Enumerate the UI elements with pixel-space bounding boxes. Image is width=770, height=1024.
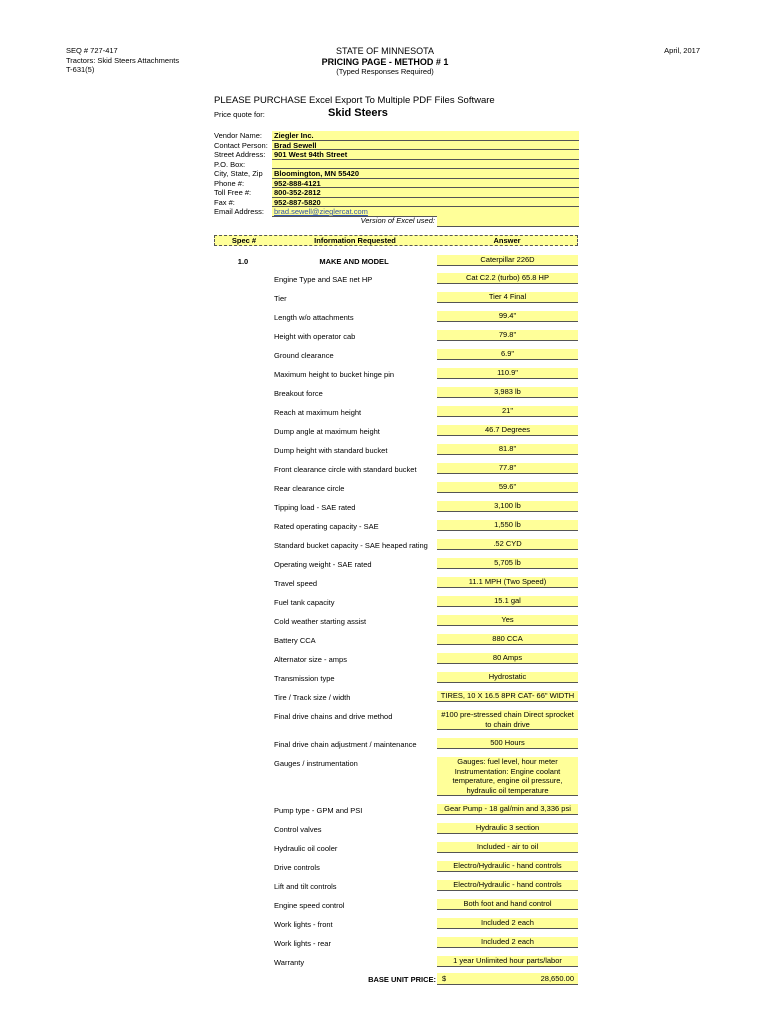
- document-reference: [66, 46, 179, 75]
- answer-field[interactable]: 21": [437, 406, 578, 417]
- spec-number: 1.0: [237, 257, 249, 266]
- answer-field[interactable]: 80 Amps: [437, 653, 578, 664]
- info-requested: Rear clearance circle: [274, 484, 345, 493]
- answer-field[interactable]: 77.8": [437, 463, 578, 474]
- price-quote-label: Price quote for:: [214, 110, 265, 119]
- answer-field[interactable]: Included 2 each: [437, 918, 578, 929]
- vendor-fields: [272, 131, 579, 217]
- info-requested: Final drive chain adjustment / maintenance: [274, 740, 417, 749]
- answer-field[interactable]: Included - air to oil: [437, 842, 578, 853]
- answer-field[interactable]: TIRES, 10 X 16.5 8PR CAT- 66" WIDTH: [437, 691, 578, 702]
- city-state-zip-field[interactable]: Bloomington, MN 55420: [272, 169, 579, 179]
- info-requested: Cold weather starting assist: [274, 617, 367, 626]
- info-requested: Tire / Track size / width: [274, 693, 351, 702]
- vendor-label: Street Address:: [214, 150, 266, 159]
- info-requested: Lift and tilt controls: [274, 882, 337, 891]
- excel-version-label: Version of Excel used:: [360, 216, 435, 225]
- phone-field[interactable]: 952-888-4121: [272, 179, 579, 189]
- currency-symbol: $: [442, 974, 447, 983]
- vendor-label: Fax #:: [214, 197, 235, 207]
- answer-field[interactable]: Hydrostatic: [437, 672, 578, 683]
- street-address-field[interactable]: 901 West 94th Street: [272, 150, 579, 160]
- info-requested: Alternator size - amps: [274, 655, 347, 664]
- info-requested: Warranty: [274, 958, 305, 967]
- info-requested: Height with operator cab: [274, 332, 356, 341]
- answer-field[interactable]: 1,550 lb: [437, 520, 578, 531]
- answer-field[interactable]: 5,705 lb: [437, 558, 578, 569]
- vendor-label: Vendor Name:: [214, 131, 262, 140]
- answer-field[interactable]: Caterpillar 226D: [437, 255, 578, 266]
- answer-field[interactable]: Electro/Hydraulic - hand controls: [437, 880, 578, 891]
- answer-field[interactable]: Yes: [437, 615, 578, 626]
- info-requested: Drive controls: [274, 863, 320, 872]
- answer-header: Answer: [493, 236, 521, 245]
- vendor-label: Contact Person:: [214, 140, 268, 150]
- seq-number: SEQ # 727-417: [66, 46, 118, 55]
- answer-field[interactable]: Cat C2.2 (turbo) 65.8 HP: [437, 273, 578, 284]
- info-requested: Dump angle at maximum height: [274, 427, 380, 436]
- info-requested: Transmission type: [274, 674, 335, 683]
- info-requested: Dump height with standard bucket: [274, 446, 388, 455]
- vendor-name-field[interactable]: Ziegler Inc.: [272, 131, 579, 141]
- answer-field[interactable]: Both foot and hand control: [437, 899, 578, 910]
- info-requested: Work lights - rear: [274, 939, 331, 948]
- table-header: [214, 235, 578, 246]
- answer-field[interactable]: 1 year Unlimited hour parts/labor: [437, 956, 578, 967]
- contact-person-field[interactable]: Brad Sewell: [272, 141, 579, 151]
- base-unit-price-label: BASE UNIT PRICE:: [368, 975, 436, 984]
- answer-field[interactable]: Gear Pump - 18 gal/min and 3,336 psi: [437, 804, 578, 815]
- info-requested: Length w/o attachments: [274, 313, 354, 322]
- page-title-block: [230, 46, 540, 78]
- answer-field[interactable]: Electro/Hydraulic - hand controls: [437, 861, 578, 872]
- answer-field[interactable]: 81.8": [437, 444, 578, 455]
- answer-field[interactable]: 3,100 lb: [437, 501, 578, 512]
- info-requested: Travel speed: [274, 579, 318, 588]
- vendor-label: P.O. Box:: [214, 159, 246, 169]
- spec-header: Spec #: [231, 236, 257, 245]
- info-requested: Pump type - GPM and PSI: [274, 806, 363, 815]
- info-requested: Work lights - front: [274, 920, 333, 929]
- info-requested: Tipping load - SAE rated: [274, 503, 356, 512]
- price-quote-value: Skid Steers: [328, 107, 388, 119]
- info-requested: Breakout force: [274, 389, 323, 398]
- info-requested: Maximum height to bucket hinge pin: [274, 370, 395, 379]
- excel-version-row: [272, 216, 579, 226]
- vendor-labels: [214, 131, 268, 217]
- info-requested: Battery CCA: [274, 636, 316, 645]
- answer-field[interactable]: Tier 4 Final: [437, 292, 578, 303]
- answer-field[interactable]: Included 2 each: [437, 937, 578, 948]
- vendor-label: Toll Free #:: [214, 188, 252, 197]
- info-requested: MAKE AND MODEL: [319, 257, 389, 266]
- info-requested: Fuel tank capacity: [274, 598, 335, 607]
- info-requested: Tier: [274, 294, 287, 303]
- info-requested: Engine speed control: [274, 901, 345, 910]
- answer-field[interactable]: 11.1 MPH (Two Speed): [437, 577, 578, 588]
- answer-field[interactable]: 3,983 lb: [437, 387, 578, 398]
- info-requested: Rated operating capacity - SAE: [274, 522, 379, 531]
- base-unit-price-field[interactable]: [437, 973, 578, 985]
- fax-field[interactable]: 952-887-5820: [272, 198, 579, 208]
- page-title: STATE OF MINNESOTA: [335, 46, 434, 56]
- info-requested: Engine Type and SAE net HP: [274, 275, 373, 284]
- po-box-field[interactable]: [272, 160, 579, 170]
- answer-field[interactable]: .52 CYD: [437, 539, 578, 550]
- page-subtitle: PRICING PAGE - METHOD # 1: [321, 56, 449, 67]
- info-requested: Operating weight - SAE rated: [274, 560, 372, 569]
- answer-field[interactable]: 79.8": [437, 330, 578, 341]
- info-requested: Gauges / instrumentation: [274, 759, 358, 768]
- email-address-field[interactable]: brad.sewell@zieglercat.com: [272, 207, 579, 217]
- excel-version-field[interactable]: [437, 216, 579, 227]
- info-requested: Reach at maximum height: [274, 408, 362, 417]
- answer-field[interactable]: 110.9": [437, 368, 578, 379]
- answer-field[interactable]: 6.9": [437, 349, 578, 360]
- form-number: T-631(5): [66, 65, 95, 74]
- toll-free-field[interactable]: 800-352-2812: [272, 188, 579, 198]
- answer-field[interactable]: 880 CCA: [437, 634, 578, 645]
- answer-field[interactable]: #100 pre-stressed chain Direct sprocket to chain drive: [437, 710, 578, 730]
- purchase-banner: PLEASE PURCHASE Excel Export To Multiple PDF Files Software: [214, 95, 495, 106]
- answer-field[interactable]: Gauges: fuel level, hour meter Instrumentation: Engine coolant temperature, engine oil pressure, hydraulic oil temperature: [437, 757, 578, 796]
- base-unit-price-amount: 28,650.00: [540, 974, 574, 983]
- answer-field[interactable]: 15.1 gal: [437, 596, 578, 607]
- info-requested: Front clearance circle with standard bucket: [274, 465, 417, 474]
- answer-field[interactable]: 46.7 Degrees: [437, 425, 578, 436]
- info-requested: Control valves: [274, 825, 322, 834]
- document-date: April, 2017: [664, 46, 700, 55]
- category: Tractors: Skid Steers Attachments: [66, 55, 180, 65]
- info-requested: Final drive chains and drive method: [274, 712, 393, 721]
- vendor-label: City, State, Zip: [214, 169, 263, 178]
- page-note: (Typed Responses Required): [336, 67, 434, 76]
- info-requested: Hydraulic oil cooler: [274, 844, 338, 853]
- vendor-label: Email Address:: [214, 207, 265, 216]
- answer-field[interactable]: Hydraulic 3 section: [437, 823, 578, 834]
- answer-field[interactable]: 500 Hours: [437, 738, 578, 749]
- info-requested: Ground clearance: [274, 351, 334, 360]
- info-header: Information Requested: [314, 236, 396, 245]
- answer-field[interactable]: 59.6": [437, 482, 578, 493]
- info-requested: Standard bucket capacity - SAE heaped rating: [274, 541, 428, 550]
- answer-field[interactable]: 99.4": [437, 311, 578, 322]
- vendor-label: Phone #:: [214, 178, 245, 188]
